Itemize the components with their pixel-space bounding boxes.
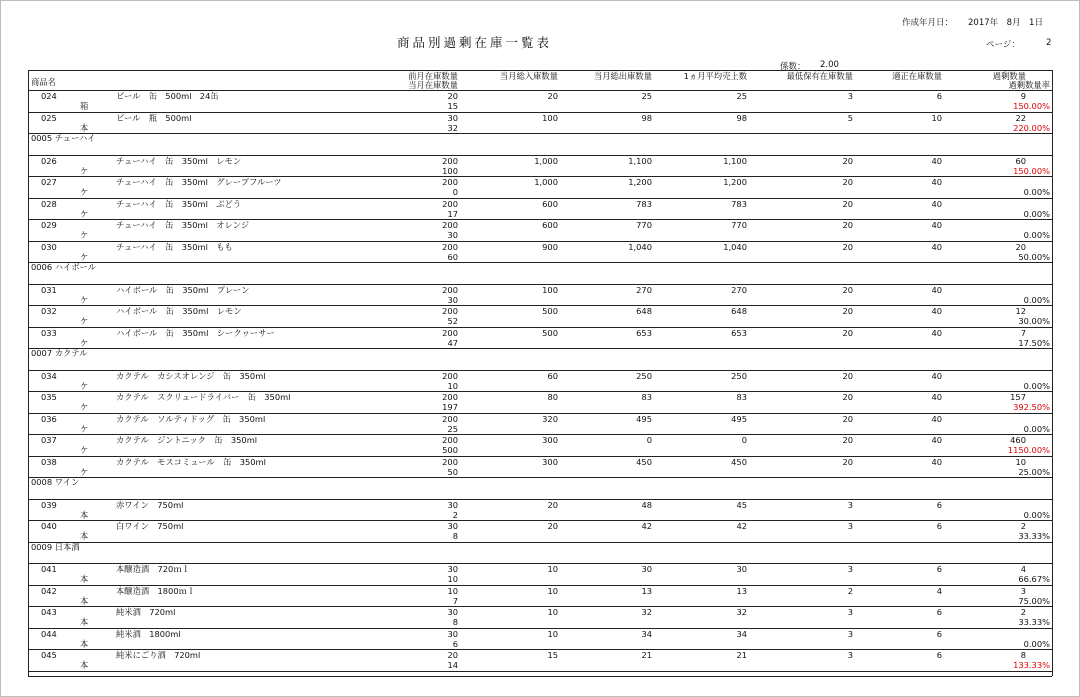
cell-avg-sales: 30 <box>736 564 747 574</box>
item-unit: 箱 <box>80 101 89 111</box>
cell-excess-rate: 50.00% <box>1018 251 1050 262</box>
cell-cur-stock: 25 <box>447 423 458 434</box>
cell-prev-stock: 200 <box>442 284 458 295</box>
cell-avg-sales: 495 <box>731 413 747 424</box>
cell-out-qty: 0 <box>646 435 652 445</box>
cell-min-stock: 20 <box>842 198 853 209</box>
page-label: ページ： <box>986 40 1020 50</box>
table-bottom-rule <box>28 676 1052 677</box>
cell-prev-stock: 200 <box>442 220 458 230</box>
cell-out-qty: 783 <box>636 198 652 209</box>
cell-in-qty: 600 <box>542 220 558 230</box>
item-code: 037 <box>41 435 57 445</box>
cell-min-stock: 3 <box>847 650 853 660</box>
cell-excess-qty: 2 <box>1020 521 1026 531</box>
item-unit: ケ <box>80 380 89 391</box>
item-code: 028 <box>41 198 57 209</box>
cell-min-stock: 20 <box>842 220 853 230</box>
item-unit: ケ <box>80 466 89 477</box>
cell-min-stock: 3 <box>847 499 853 510</box>
cell-min-stock: 20 <box>842 370 853 381</box>
cell-excess-rate: 392.50% <box>1013 402 1050 412</box>
cell-proper-stock: 40 <box>931 220 942 230</box>
cell-in-qty: 20 <box>547 521 558 531</box>
cell-excess-rate: 150.00% <box>1013 165 1050 176</box>
item-unit: 本 <box>80 660 89 670</box>
row-divider <box>28 348 1052 349</box>
item-code: 035 <box>41 392 57 402</box>
item-name: カクテル カシスオレンジ 缶 350ml <box>116 370 266 381</box>
cell-cur-stock: 30 <box>447 294 458 305</box>
cell-proper-stock: 6 <box>936 564 942 574</box>
cell-min-stock: 3 <box>847 628 853 639</box>
cell-prev-stock: 20 <box>447 650 458 660</box>
item-code: 039 <box>41 499 57 510</box>
cell-excess-rate: 0.00% <box>1023 423 1050 434</box>
cell-prev-stock: 200 <box>442 198 458 209</box>
cell-in-qty: 100 <box>542 284 558 295</box>
cell-cur-stock: 30 <box>447 230 458 240</box>
header-cur-stock: 当月在庫数量 <box>408 80 458 90</box>
cell-proper-stock: 6 <box>936 607 942 617</box>
cell-proper-stock: 6 <box>936 521 942 531</box>
cell-avg-sales: 783 <box>731 198 747 209</box>
cell-excess-rate: 66.67% <box>1018 574 1050 584</box>
header-proper-stock: 適正在庫数量 <box>892 71 942 81</box>
group-label: 0006 ハイボール <box>31 262 97 272</box>
cell-proper-stock: 40 <box>931 155 942 166</box>
cell-out-qty: 653 <box>636 327 652 338</box>
coefficient-label: 係数： <box>780 62 806 72</box>
cell-cur-stock: 500 <box>442 445 458 455</box>
cell-cur-stock: 17 <box>447 208 458 219</box>
item-unit: 本 <box>80 122 89 133</box>
item-name: チューハイ 缶 350ml レモン <box>116 155 242 166</box>
header-excess-rate: 過剰数量率 <box>1008 80 1050 90</box>
cell-avg-sales: 98 <box>736 112 747 123</box>
item-name: 白ワイン 750ml <box>116 521 184 531</box>
cell-min-stock: 2 <box>847 585 853 596</box>
cell-out-qty: 450 <box>636 456 652 467</box>
item-unit: 本 <box>80 638 89 649</box>
cell-prev-stock: 200 <box>442 155 458 166</box>
cell-in-qty: 60 <box>547 370 558 381</box>
item-code: 026 <box>41 155 57 166</box>
cell-cur-stock: 52 <box>447 316 458 326</box>
cell-cur-stock: 50 <box>447 466 458 477</box>
item-unit: ケ <box>80 445 89 455</box>
cell-cur-stock: 8 <box>452 531 458 541</box>
cell-out-qty: 495 <box>636 413 652 424</box>
item-code: 025 <box>41 112 57 123</box>
cell-min-stock: 20 <box>842 456 853 467</box>
row-divider <box>28 262 1052 263</box>
cell-proper-stock: 40 <box>931 435 942 445</box>
item-unit: 本 <box>80 617 89 627</box>
item-code: 030 <box>41 241 57 252</box>
cell-excess-rate: 0.00% <box>1023 230 1050 240</box>
cell-proper-stock: 40 <box>931 284 942 295</box>
cell-excess-qty: 10 <box>1015 456 1026 467</box>
item-name: ハイボール 缶 350ml シークヮーサー <box>116 327 275 338</box>
cell-cur-stock: 10 <box>447 380 458 391</box>
group-label: 0007 カクテル <box>31 348 88 358</box>
cell-out-qty: 98 <box>641 112 652 123</box>
group-label: 0009 日本酒 <box>31 541 80 552</box>
cell-proper-stock: 40 <box>931 327 942 338</box>
cell-proper-stock: 6 <box>936 650 942 660</box>
item-unit: ケ <box>80 294 89 305</box>
cell-in-qty: 600 <box>542 198 558 209</box>
cell-prev-stock: 200 <box>442 327 458 338</box>
item-name: チューハイ 缶 350ml ぶどう <box>116 198 242 209</box>
cell-out-qty: 1,040 <box>628 241 652 252</box>
cell-in-qty: 500 <box>542 327 558 338</box>
cell-cur-stock: 14 <box>447 660 458 670</box>
header-in-qty: 当月総入庫数量 <box>499 71 558 81</box>
cell-prev-stock: 30 <box>447 628 458 639</box>
cell-in-qty: 10 <box>547 607 558 617</box>
cell-cur-stock: 15 <box>447 101 458 111</box>
cell-in-qty: 300 <box>542 456 558 467</box>
cell-out-qty: 30 <box>641 564 652 574</box>
cell-proper-stock: 40 <box>931 177 942 187</box>
cell-min-stock: 20 <box>842 284 853 295</box>
cell-cur-stock: 100 <box>442 165 458 176</box>
cell-excess-rate: 133.33% <box>1013 660 1050 670</box>
cell-excess-rate: 25.00% <box>1018 466 1050 477</box>
cell-out-qty: 21 <box>641 650 652 660</box>
cell-min-stock: 20 <box>842 177 853 187</box>
row-divider <box>28 542 1052 543</box>
cell-in-qty: 15 <box>547 650 558 660</box>
cell-excess-rate: 0.00% <box>1023 380 1050 391</box>
created-date-label: 作成年月日： <box>902 18 954 28</box>
cell-out-qty: 48 <box>641 499 652 510</box>
item-name: カクテル ジントニック 缶 350ml <box>116 435 258 445</box>
cell-out-qty: 250 <box>636 370 652 381</box>
cell-min-stock: 20 <box>842 155 853 166</box>
cell-prev-stock: 30 <box>447 607 458 617</box>
cell-avg-sales: 1,040 <box>723 241 747 252</box>
cell-cur-stock: 10 <box>447 574 458 584</box>
cell-cur-stock: 2 <box>452 509 458 520</box>
cell-proper-stock: 6 <box>936 91 942 101</box>
cell-out-qty: 270 <box>636 284 652 295</box>
cell-excess-rate: 75.00% <box>1018 595 1050 606</box>
table-right-border <box>1052 70 1053 676</box>
cell-proper-stock: 6 <box>936 628 942 639</box>
cell-avg-sales: 21 <box>736 650 747 660</box>
row-divider <box>28 133 1052 134</box>
item-code: 031 <box>41 284 57 295</box>
cell-excess-rate: 220.00% <box>1013 122 1050 133</box>
cell-avg-sales: 653 <box>731 327 747 338</box>
item-name: 本醸造酒 1800ｍｌ <box>116 585 196 596</box>
cell-excess-rate: 0.00% <box>1023 208 1050 219</box>
cell-prev-stock: 200 <box>442 370 458 381</box>
cell-prev-stock: 200 <box>442 413 458 424</box>
report-title: 商品別過剰在庫一覧表 <box>397 35 553 50</box>
group-label: 0005 チューハイ <box>31 133 96 143</box>
cell-in-qty: 320 <box>542 413 558 424</box>
item-code: 044 <box>41 628 57 639</box>
cell-cur-stock: 60 <box>447 251 458 262</box>
cell-out-qty: 648 <box>636 306 652 316</box>
item-name: カクテル スクリュードライバー 缶 350ml <box>116 392 291 402</box>
cell-excess-rate: 1150.00% <box>1007 445 1050 455</box>
item-code: 032 <box>41 306 57 316</box>
cell-prev-stock: 20 <box>447 91 458 101</box>
cell-proper-stock: 4 <box>936 585 942 596</box>
header-min-stock: 最低保有在庫数量 <box>786 71 853 81</box>
cell-prev-stock: 30 <box>447 499 458 510</box>
cell-avg-sales: 250 <box>731 370 747 381</box>
cell-in-qty: 10 <box>547 585 558 596</box>
item-unit: 本 <box>80 531 89 541</box>
item-name: チューハイ 缶 350ml オレンジ <box>116 220 250 230</box>
row-divider <box>28 671 1052 672</box>
cell-min-stock: 20 <box>842 392 853 402</box>
item-name: 純米にごり酒 720ml <box>116 650 201 660</box>
item-unit: 本 <box>80 595 89 606</box>
cell-avg-sales: 270 <box>731 284 747 295</box>
cell-excess-qty: 9 <box>1020 91 1026 101</box>
cell-excess-rate: 0.00% <box>1023 187 1050 197</box>
cell-proper-stock: 40 <box>931 198 942 209</box>
item-name: ハイボール 缶 350ml プレーン <box>116 284 250 295</box>
cell-avg-sales: 450 <box>731 456 747 467</box>
item-name: ビール 瓶 500ml <box>116 112 192 123</box>
item-code: 038 <box>41 456 57 467</box>
cell-in-qty: 80 <box>547 392 558 402</box>
cell-min-stock: 20 <box>842 435 853 445</box>
cell-proper-stock: 10 <box>931 112 942 123</box>
item-code: 029 <box>41 220 57 230</box>
cell-min-stock: 5 <box>847 112 853 123</box>
cell-proper-stock: 40 <box>931 392 942 402</box>
cell-avg-sales: 34 <box>736 628 747 639</box>
cell-excess-qty: 4 <box>1020 564 1026 574</box>
cell-out-qty: 25 <box>641 91 652 101</box>
cell-avg-sales: 83 <box>736 392 747 402</box>
page-number: 2 <box>1046 38 1052 48</box>
cell-excess-qty: 2 <box>1020 607 1026 617</box>
cell-excess-rate: 17.50% <box>1018 337 1050 348</box>
item-code: 036 <box>41 413 57 424</box>
cell-prev-stock: 30 <box>447 564 458 574</box>
header-excess-qty: 過剰数量 <box>992 71 1026 81</box>
cell-min-stock: 3 <box>847 607 853 617</box>
item-unit: ケ <box>80 337 89 348</box>
created-date-value: 2017年 8月 1日 <box>968 18 1043 28</box>
cell-prev-stock: 30 <box>447 112 458 123</box>
cell-cur-stock: 8 <box>452 617 458 627</box>
cell-min-stock: 20 <box>842 413 853 424</box>
cell-proper-stock: 6 <box>936 499 942 510</box>
item-code: 040 <box>41 521 57 531</box>
header-product: 商品名 <box>31 77 56 87</box>
cell-in-qty: 300 <box>542 435 558 445</box>
item-code: 024 <box>41 91 57 101</box>
cell-avg-sales: 770 <box>731 220 747 230</box>
item-unit: 本 <box>80 574 89 584</box>
header-avg-sales: 1ヵ月平均売上数 <box>683 71 747 81</box>
cell-excess-rate: 0.00% <box>1023 509 1050 520</box>
cell-excess-rate: 30.00% <box>1018 316 1050 326</box>
cell-avg-sales: 25 <box>736 91 747 101</box>
cell-avg-sales: 0 <box>741 435 747 445</box>
item-code: 042 <box>41 585 57 596</box>
cell-cur-stock: 0 <box>452 187 458 197</box>
item-unit: ケ <box>80 208 89 219</box>
item-name: カクテル モスコミュール 缶 350ml <box>116 456 266 467</box>
cell-excess-rate: 0.00% <box>1023 638 1050 649</box>
cell-in-qty: 500 <box>542 306 558 316</box>
cell-out-qty: 42 <box>641 521 652 531</box>
item-name: ハイボール 缶 350ml レモン <box>116 306 242 316</box>
item-unit: ケ <box>80 402 89 412</box>
cell-prev-stock: 30 <box>447 521 458 531</box>
coefficient-value: 2.00 <box>820 60 839 70</box>
cell-proper-stock: 40 <box>931 370 942 381</box>
cell-in-qty: 1,000 <box>534 177 558 187</box>
item-name: 赤ワイン 750ml <box>116 499 184 510</box>
cell-avg-sales: 1,100 <box>723 155 747 166</box>
header-out-qty: 当月総出庫数量 <box>593 71 652 81</box>
item-unit: ケ <box>80 187 89 197</box>
cell-excess-qty: 3 <box>1020 585 1026 596</box>
item-name: 純米酒 720ml <box>116 607 176 617</box>
item-unit: ケ <box>80 230 89 240</box>
item-name: チューハイ 缶 350ml グレープフルーツ <box>116 177 282 187</box>
item-code: 033 <box>41 327 57 338</box>
row-divider <box>28 477 1052 478</box>
cell-cur-stock: 6 <box>452 638 458 649</box>
cell-cur-stock: 32 <box>447 122 458 133</box>
cell-min-stock: 20 <box>842 306 853 316</box>
cell-in-qty: 100 <box>542 112 558 123</box>
item-unit: ケ <box>80 423 89 434</box>
cell-avg-sales: 32 <box>736 607 747 617</box>
cell-excess-qty: 460 <box>1010 435 1026 445</box>
cell-cur-stock: 7 <box>452 595 458 606</box>
item-unit: 本 <box>80 509 89 520</box>
cell-out-qty: 770 <box>636 220 652 230</box>
cell-excess-rate: 150.00% <box>1013 101 1050 111</box>
cell-avg-sales: 42 <box>736 521 747 531</box>
cell-proper-stock: 40 <box>931 456 942 467</box>
cell-excess-rate: 33.33% <box>1018 617 1050 627</box>
cell-in-qty: 10 <box>547 564 558 574</box>
group-label: 0008 ワイン <box>31 477 80 487</box>
cell-excess-qty: 8 <box>1020 650 1026 660</box>
cell-prev-stock: 200 <box>442 177 458 187</box>
cell-in-qty: 1,000 <box>534 155 558 166</box>
cell-prev-stock: 200 <box>442 392 458 402</box>
cell-out-qty: 32 <box>641 607 652 617</box>
cell-avg-sales: 13 <box>736 585 747 596</box>
item-code: 034 <box>41 370 57 381</box>
cell-min-stock: 3 <box>847 564 853 574</box>
cell-excess-qty: 60 <box>1015 155 1026 166</box>
cell-prev-stock: 200 <box>442 435 458 445</box>
item-name: チューハイ 缶 350ml もも <box>116 241 233 252</box>
item-code: 045 <box>41 650 57 660</box>
item-code: 041 <box>41 564 57 574</box>
item-unit: ケ <box>80 165 89 176</box>
cell-out-qty: 1,200 <box>628 177 652 187</box>
cell-cur-stock: 47 <box>447 337 458 348</box>
item-code: 043 <box>41 607 57 617</box>
item-unit: ケ <box>80 316 89 326</box>
cell-excess-qty: 22 <box>1015 112 1026 123</box>
cell-excess-qty: 7 <box>1020 327 1026 338</box>
cell-prev-stock: 200 <box>442 456 458 467</box>
cell-out-qty: 1,100 <box>628 155 652 166</box>
item-code: 027 <box>41 177 57 187</box>
cell-in-qty: 10 <box>547 628 558 639</box>
item-name: 本醸造酒 720ｍｌ <box>116 564 190 574</box>
cell-prev-stock: 200 <box>442 241 458 252</box>
cell-in-qty: 20 <box>547 499 558 510</box>
cell-in-qty: 20 <box>547 91 558 101</box>
cell-prev-stock: 200 <box>442 306 458 316</box>
cell-avg-sales: 648 <box>731 306 747 316</box>
item-unit: ケ <box>80 251 89 262</box>
header-prev-stock: 前月在庫数量 <box>408 71 458 81</box>
cell-min-stock: 20 <box>842 327 853 338</box>
cell-out-qty: 13 <box>641 585 652 596</box>
cell-min-stock: 3 <box>847 521 853 531</box>
item-name: カクテル ソルティドッグ 缶 350ml <box>116 413 266 424</box>
cell-cur-stock: 197 <box>442 402 458 412</box>
cell-prev-stock: 10 <box>447 585 458 596</box>
cell-excess-qty: 12 <box>1015 306 1026 316</box>
cell-out-qty: 34 <box>641 628 652 639</box>
cell-proper-stock: 40 <box>931 413 942 424</box>
cell-proper-stock: 40 <box>931 306 942 316</box>
cell-avg-sales: 45 <box>736 499 747 510</box>
item-name: 純米酒 1800ml <box>116 628 181 639</box>
cell-min-stock: 3 <box>847 91 853 101</box>
cell-excess-rate: 0.00% <box>1023 294 1050 305</box>
cell-avg-sales: 1,200 <box>723 177 747 187</box>
cell-min-stock: 20 <box>842 241 853 252</box>
cell-excess-qty: 157 <box>1010 392 1026 402</box>
item-name: ビール 缶 500ml 24缶 <box>116 91 219 101</box>
cell-out-qty: 83 <box>641 392 652 402</box>
cell-in-qty: 900 <box>542 241 558 252</box>
cell-excess-rate: 33.33% <box>1018 531 1050 541</box>
cell-excess-qty: 20 <box>1015 241 1026 252</box>
cell-proper-stock: 40 <box>931 241 942 252</box>
